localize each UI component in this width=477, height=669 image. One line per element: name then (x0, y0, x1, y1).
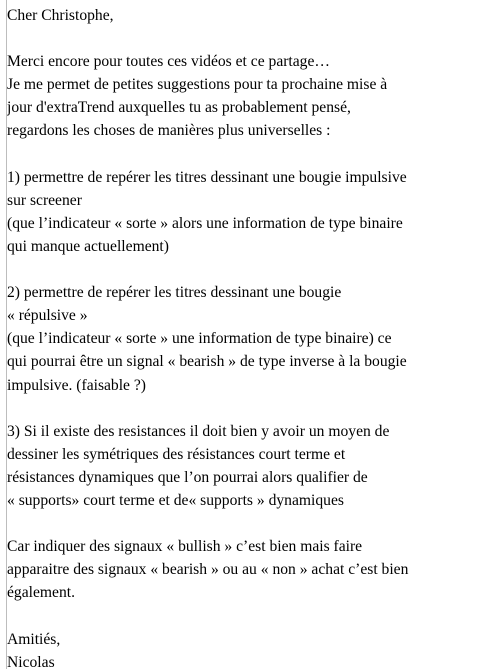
suggestion-3 (7, 420, 473, 512)
blank-line (7, 604, 473, 627)
signoff: Amitiés, (7, 630, 61, 648)
intro-line-1: Merci encore pour toutes ces vidéos et ce partage… (7, 53, 330, 71)
blank-line (7, 143, 473, 166)
suggestion-1-line-3: (que l’indicateur « sorte » alors une information de type binaire (7, 214, 403, 232)
suggestion-1 (7, 166, 473, 258)
closing-line-1: Car indiquer des signaux « bullish » c’est bien mais faire (7, 538, 363, 556)
closing-line-2: apparaitre des signaux « bearish » ou au « non » achat c’est bien (7, 561, 409, 579)
intro-line-3: jour d'extraTrend auxquelles tu as probablement pensé, (7, 99, 351, 117)
intro-line-4: regardons les choses de manières plus universelles : (7, 122, 331, 140)
suggestion-3-line-4: « supports» court terme et de« supports » dynamiques (7, 491, 344, 509)
suggestion-3-line-3: résistances dynamiques que l’on pourrai alors qualifier de (7, 468, 368, 486)
suggestion-1-line-4: qui manque actuellement) (7, 237, 169, 255)
suggestion-2-line-3: (que l’indicateur « sorte » une information de type binaire) ce (7, 330, 392, 348)
suggestion-3-line-2: dessiner les symétriques des résistances court terme et (7, 445, 346, 463)
closing-line-3: également. (7, 584, 75, 602)
blank-line (7, 258, 473, 281)
suggestion-2-line-4: qui pourrai être un signal « bearish » de type inverse à la bougie (7, 353, 407, 371)
intro-line-2: Je me permet de petites suggestions pour ta prochaine mise à (7, 76, 388, 94)
blank-line (7, 397, 473, 420)
intro-paragraph (7, 50, 473, 142)
suggestion-2-line-5: impulsive. (faisable ?) (7, 376, 146, 394)
closing-paragraph (7, 535, 473, 604)
suggestion-2 (7, 281, 473, 396)
blank-line (7, 512, 473, 535)
signature: Nicolas (7, 653, 55, 669)
letter-body (7, 4, 473, 669)
greeting: Cher Christophe, (7, 7, 114, 24)
suggestion-1-line-2: sur screener (7, 191, 82, 209)
document-page (6, 0, 474, 669)
blank-line (7, 27, 473, 50)
suggestion-3-line-1: 3) Si il existe des resistances il doit bien y avoir un moyen de (7, 422, 390, 440)
suggestion-1-line-1: 1) permettre de repérer les titres dessinant une bougie impulsive (7, 168, 407, 186)
suggestion-2-line-2: « répulsive » (7, 307, 88, 325)
suggestion-2-line-1: 2) permettre de repérer les titres dessinant une bougie (7, 284, 342, 302)
